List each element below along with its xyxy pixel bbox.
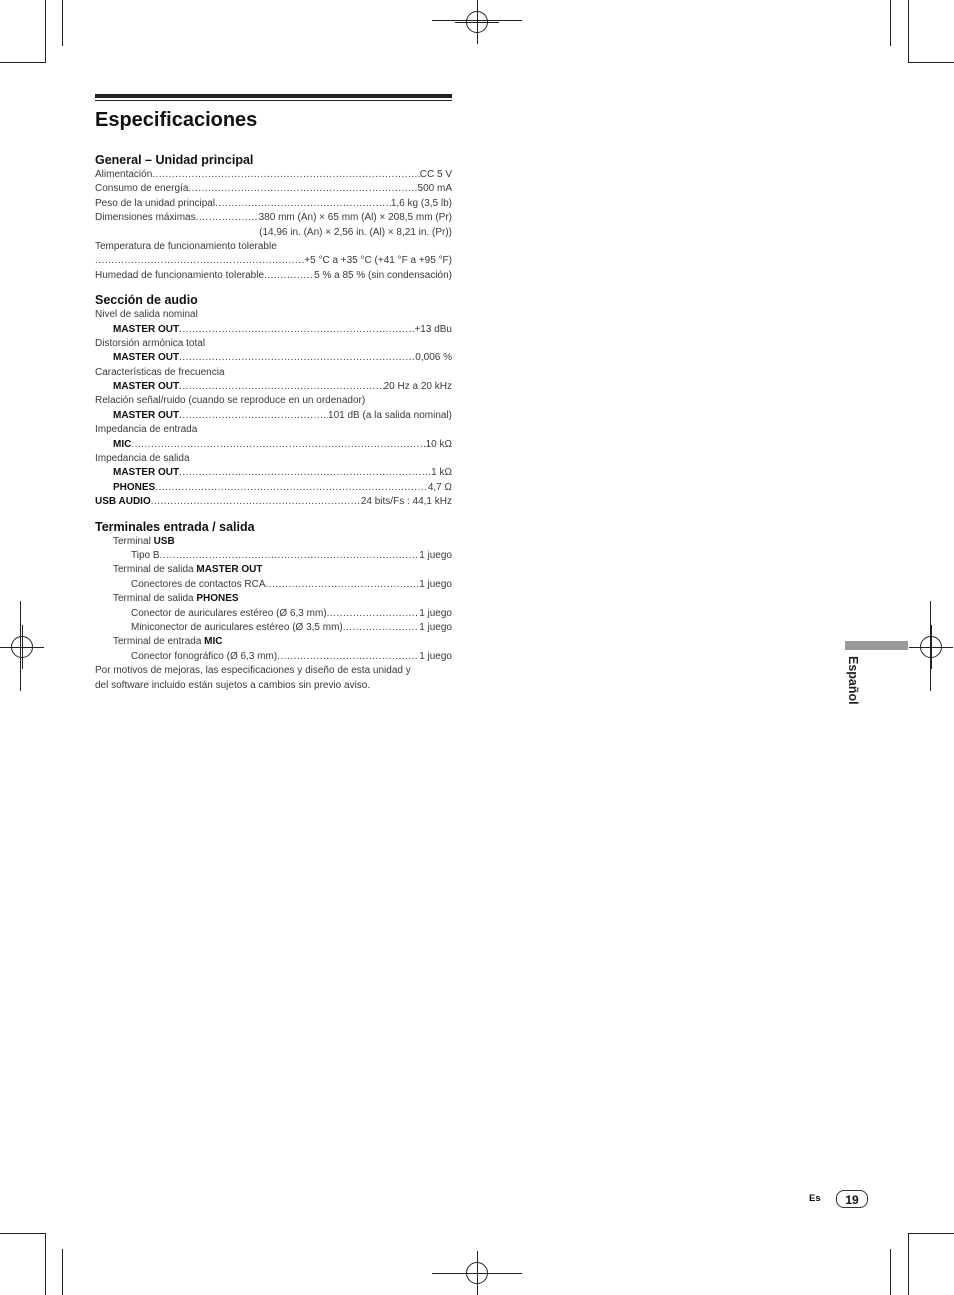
spec-row	[95, 323, 452, 337]
spec-label: Conectores de contactos RCA	[131, 578, 266, 590]
terminal-prefix: Terminal de salida	[113, 564, 197, 576]
spec-label: Consumo de energía	[95, 183, 189, 195]
crop-mark	[0, 62, 46, 63]
spec-row	[95, 211, 452, 225]
crop-mark	[908, 62, 954, 63]
title-rule-thin	[95, 100, 452, 101]
spec-row	[95, 466, 452, 480]
disclaimer-note: del software incluido están sujetos a cambios sin previo aviso.	[95, 679, 371, 691]
spec-content	[95, 94, 452, 693]
terminal-name: MIC	[204, 636, 223, 648]
spec-row	[95, 578, 452, 592]
crop-mark	[45, 0, 46, 62]
spec-label: Alimentación	[95, 169, 153, 180]
spec-sublabel: MIC	[113, 438, 132, 450]
spec-row	[95, 607, 452, 621]
spec-value: 24 bits/Fs : 44,1 kHz	[360, 496, 452, 508]
spec-row	[95, 481, 452, 495]
spec-row	[95, 197, 452, 211]
crop-mark	[0, 1233, 46, 1234]
spec-value: 101 dB (a la salida nominal)	[328, 409, 452, 421]
language-tab	[845, 641, 908, 650]
spec-row	[95, 380, 452, 394]
spec-label: Relación señal/ruido (cuando se reproduce en un ordenador)	[95, 395, 366, 407]
spec-value: CC 5 V	[419, 169, 452, 180]
spec-label: Conector fonográfico (Ø 6,3 mm)	[131, 650, 278, 662]
spec-value: 1 juego	[419, 607, 452, 619]
spec-value-continued: (14,96 in. (An) × 2,56 in. (Al) × 8,21 in. (Pr))	[259, 226, 452, 238]
spec-value: 380 mm (An) × 65 mm (Al) × 208,5 mm (Pr)	[258, 212, 452, 224]
page-title: Especificaciones	[95, 109, 258, 131]
spec-label: Temperatura de funcionamiento tolerable	[95, 240, 277, 252]
spec-label: Distorsión armónica total	[95, 337, 206, 349]
terminal-label	[95, 592, 452, 606]
spec-value: 1,6 kg (3,5 lb)	[390, 197, 452, 209]
spec-value: 10 kΩ	[425, 438, 452, 450]
spec-label: Tipo B	[131, 549, 160, 561]
spec-value: +5 °C a +35 °C (+41 °F a +95 °F)	[304, 255, 452, 267]
crop-mark	[62, 1249, 63, 1295]
terminal-prefix: Terminal de salida	[113, 593, 197, 605]
spec-row	[95, 438, 452, 452]
title-rule	[95, 94, 452, 98]
spec-label: Impedancia de salida	[95, 453, 190, 465]
spec-value: 4,7 Ω	[427, 481, 452, 493]
crop-mark	[908, 1233, 909, 1295]
spec-value: 1 juego	[419, 578, 452, 590]
spec-sublabel: MASTER OUT	[113, 352, 180, 364]
spec-value: 1 juego	[419, 621, 452, 633]
spec-row	[95, 409, 452, 423]
spec-row	[95, 621, 452, 635]
terminal-name: USB	[153, 535, 175, 547]
registration-mark-icon	[455, 0, 499, 44]
crop-mark	[890, 1249, 891, 1295]
spec-label: Miniconector de auriculares estéreo (Ø 3,5 mm)	[131, 621, 343, 633]
registration-mark-icon	[0, 625, 44, 669]
spec-label: USB AUDIO	[95, 496, 151, 508]
language-tab-label	[848, 656, 872, 708]
spec-value: 5 % a 85 % (sin condensación)	[314, 269, 452, 281]
spec-sublabel: MASTER OUT	[113, 323, 180, 335]
spec-label: Nivel de salida nominal	[95, 309, 198, 321]
crop-mark	[908, 0, 909, 62]
spec-label: Dimensiones máximas	[95, 212, 196, 224]
spec-row	[95, 168, 452, 182]
spec-label: Conector de auriculares estéreo (Ø 6,3 mm)	[131, 607, 327, 619]
spec-row	[95, 254, 452, 268]
spec-label: Humedad de funcionamiento tolerable	[95, 269, 264, 281]
crop-mark	[62, 0, 63, 46]
terminal-name: MASTER OUT	[196, 564, 263, 576]
spec-sublabel: MASTER OUT	[113, 467, 180, 479]
spec-value: 1 juego	[419, 549, 452, 561]
page-number: 19	[836, 1190, 868, 1208]
spec-label: Características de frecuencia	[95, 366, 225, 378]
spec-value: 1 kΩ	[431, 467, 452, 479]
spec-sublabel: MASTER OUT	[113, 409, 180, 421]
terminal-name: PHONES	[196, 593, 239, 605]
section-heading-terminals: Terminales entrada / salida	[95, 519, 255, 534]
terminal-label	[95, 535, 452, 549]
spec-value: +13 dBu	[414, 323, 452, 335]
section-heading-audio: Sección de audio	[95, 293, 198, 308]
registration-mark-icon	[909, 625, 953, 669]
spec-row	[95, 182, 452, 196]
spec-value: 0,006 %	[415, 352, 452, 364]
disclaimer-note: Por motivos de mejoras, las especificaciones y diseño de esta unidad y	[95, 665, 411, 677]
spec-sublabel: PHONES	[113, 481, 156, 493]
spec-value: 500 mA	[417, 183, 452, 195]
terminal-label	[95, 563, 452, 577]
section-heading-general: General – Unidad principal	[95, 153, 254, 167]
terminal-prefix: Terminal	[113, 535, 154, 547]
crop-mark	[908, 1233, 954, 1234]
terminal-prefix: Terminal de entrada	[113, 636, 205, 648]
spec-row	[95, 269, 452, 283]
spec-row	[95, 650, 452, 664]
spec-row	[95, 351, 452, 365]
footer-language-code: Es	[809, 1193, 821, 1204]
crop-mark	[45, 1233, 46, 1295]
spec-row	[95, 549, 452, 563]
registration-mark-icon	[455, 1251, 499, 1295]
spec-label: Impedancia de entrada	[95, 424, 198, 436]
spec-value: 20 Hz a 20 kHz	[383, 381, 452, 393]
crop-mark	[890, 0, 891, 46]
spec-label: Peso de la unidad principal	[95, 197, 216, 209]
terminal-label	[95, 635, 452, 649]
language-label-text: Español	[846, 656, 860, 705]
spec-value: 1 juego	[419, 650, 452, 662]
spec-sublabel: MASTER OUT	[113, 381, 180, 393]
spec-row	[95, 495, 452, 509]
